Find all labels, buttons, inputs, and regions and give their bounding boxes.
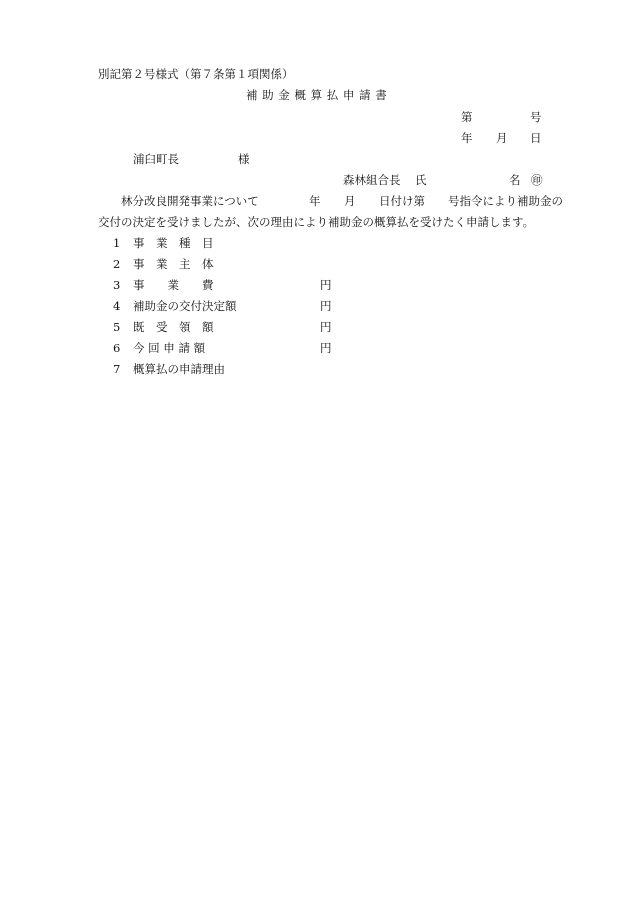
- body-year: 年: [309, 194, 321, 208]
- seal-mark: ㊞: [531, 173, 543, 187]
- item-label: 事 業 主 体: [133, 257, 214, 271]
- item-number: 1: [113, 236, 121, 250]
- form-number: 別記第２号様式（第７条第１項関係）: [98, 67, 294, 81]
- date-day: 日: [530, 131, 542, 145]
- body-subject: 林分改良開発事業について: [121, 194, 259, 208]
- item-label: 概算払の申請理由: [133, 362, 225, 376]
- item-label: 補助金の交付決定額: [133, 299, 237, 313]
- item-label: 事 業 種 目: [133, 236, 214, 250]
- body-month: 月: [344, 194, 356, 208]
- item-label: 事 業 費: [133, 278, 214, 292]
- body-line2: 交付の決定を受けましたが、次の理由により補助金の概算払を受けたく申請します。: [98, 215, 535, 229]
- item-number: 3: [113, 278, 121, 292]
- date-year: 年: [461, 131, 473, 145]
- applicant-name-prefix: 氏: [415, 173, 427, 187]
- item-unit: 円: [320, 299, 332, 313]
- item-number: 4: [113, 299, 121, 313]
- doc-no-prefix: 第: [461, 110, 473, 124]
- body-line1-rest: 号指令により補助金の: [448, 194, 563, 208]
- item-unit: 円: [320, 320, 332, 334]
- item-unit: 円: [320, 278, 332, 292]
- item-number: 2: [113, 257, 121, 271]
- item-label: 既 受 領 額: [133, 320, 214, 334]
- item-label: 今 回 申 請 額: [133, 341, 206, 355]
- addressee-honorific: 様: [238, 152, 250, 166]
- item-number: 7: [113, 362, 121, 376]
- applicant-org: 森林組合長: [343, 173, 401, 187]
- doc-no-suffix: 号: [530, 110, 542, 124]
- date-month: 月: [496, 131, 508, 145]
- item-number: 5: [113, 320, 121, 334]
- applicant-name-suffix: 名: [509, 173, 521, 187]
- item-unit: 円: [320, 341, 332, 355]
- item-number: 6: [113, 341, 121, 355]
- body-dated-no: 日付け第: [379, 194, 425, 208]
- document-title: 補 助 金 概 算 払 申 請 書: [246, 88, 388, 102]
- addressee-name: 浦臼町長: [133, 152, 179, 166]
